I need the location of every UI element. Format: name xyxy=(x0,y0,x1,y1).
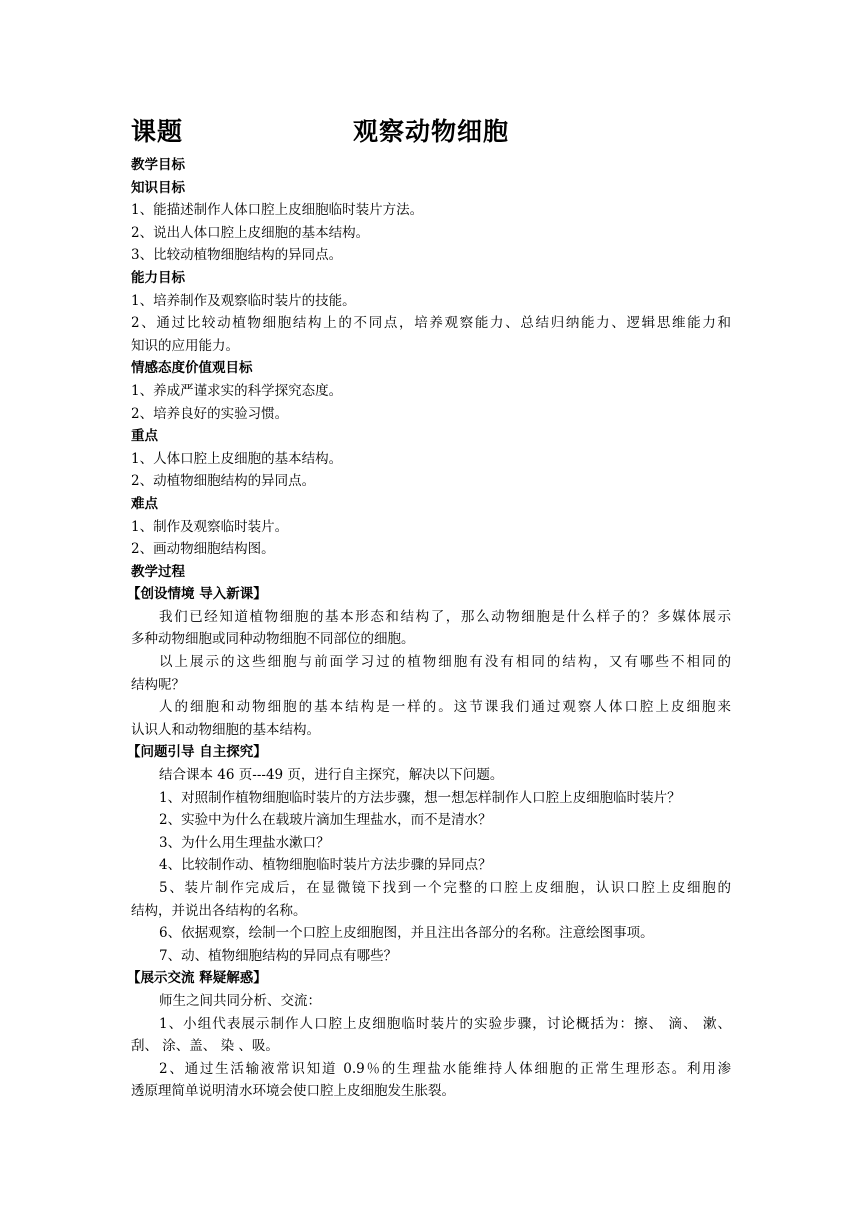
question-item: 6、依据观察，绘制一个口腔上皮细胞图，并且注出各部分的名称。注意绘图事项。 xyxy=(159,925,654,942)
teaching-goals-heading: 教学目标 xyxy=(131,157,185,173)
question-item: 5、装片制作完成后，在显微镜下找到一个完整的口腔上皮细胞，认识口腔上皮细胞的 xyxy=(159,880,731,896)
difficulty-item: 1、制作及观察临时装片。 xyxy=(131,518,289,535)
section-heading-exchange: 【展示交流 释疑解惑】 xyxy=(127,970,267,987)
paragraph-line: 透原理简单说明清水环境会使口腔上皮细胞发生胀裂。 xyxy=(131,1083,455,1100)
paragraph-line: 以上展示的这些细胞与前面学习过的植物细胞有没有相同的结构，又有哪些不相同的 xyxy=(159,654,731,671)
knowledge-goal-item: 2、说出人体口腔上皮细胞的基本结构。 xyxy=(131,224,370,241)
section-heading-inquiry: 【问题引导 自主探究】 xyxy=(127,744,267,761)
paragraph-line: 认识人和动物细胞的基本结构。 xyxy=(131,721,320,738)
question-item: 2、实验中为什么在载玻片滴加生理盐水，而不是清水？ xyxy=(159,812,492,829)
paragraph-line: 结构呢？ xyxy=(131,676,185,693)
process-heading: 教学过程 xyxy=(131,563,185,580)
knowledge-goals-heading: 知识目标 xyxy=(131,179,185,196)
title-label: 课题 xyxy=(131,117,184,146)
knowledge-goal-item: 3、比较动植物细胞结构的异同点。 xyxy=(131,247,343,264)
key-points-heading: 重点 xyxy=(131,428,158,445)
emotion-goal-item: 2、培养良好的实验习惯。 xyxy=(131,405,289,422)
emotion-goals-heading: 情感态度价值观目标 xyxy=(131,360,253,377)
paragraph-line: 师生之间共同分析、交流： xyxy=(159,992,321,1009)
ability-goals-heading: 能力目标 xyxy=(131,269,185,286)
paragraph-line: 我们已经知道植物细胞的基本形态和结构了，那么动物细胞是什么样子的？多媒体展示 xyxy=(159,608,731,625)
difficulty-item: 2、画动物细胞结构图。 xyxy=(131,541,275,558)
question-item: 1、对照制作植物细胞临时装片的方法步骤，想一想怎样制作人口腔上皮细胞临时装片？ xyxy=(159,789,681,806)
title-row xyxy=(131,112,731,148)
paragraph-line: 多种动物细胞或同种动物细胞不同部位的细胞。 xyxy=(131,631,415,648)
question-item: 3、为什么用生理盐水漱口？ xyxy=(159,834,330,851)
section-heading-intro: 【创设情境 导入新课】 xyxy=(127,586,267,603)
page-title: 观察动物细胞 xyxy=(353,117,510,146)
question-item: 7、动、植物细胞结构的异同点有哪些？ xyxy=(159,947,398,964)
ability-goal-item: 1、培养制作及观察临时装片的技能。 xyxy=(131,292,356,309)
paragraph-line: 结合课本 46 页---49 页，进行自主探究，解决以下问题。 xyxy=(159,767,504,784)
ability-goal-item: 2、通过比较动植物细胞结构上的不同点，培养观察能力、总结归纳能力、逻辑思维能力和 xyxy=(131,315,731,332)
ability-goal-item-continued: 知识的应用能力。 xyxy=(131,337,239,354)
emotion-goal-item: 1、养成严谨求实的科学探究态度。 xyxy=(131,382,343,399)
key-point-item: 1、人体口腔上皮细胞的基本结构。 xyxy=(131,450,343,467)
paragraph-line: 人的细胞和动物细胞的基本结构是一样的。这节课我们通过观察人体口腔上皮细胞来 xyxy=(159,699,731,716)
question-item-continued: 结构，并说出各结构的名称。 xyxy=(131,902,307,919)
paragraph-line: 2、通过生活输液常识知道 0.9％的生理盐水能维持人体细胞的正常生理形态。利用渗 xyxy=(159,1060,731,1077)
question-item: 4、比较制作动、植物细胞临时装片方法步骤的异同点？ xyxy=(159,857,492,874)
document-content xyxy=(127,112,731,1103)
difficulties-heading: 难点 xyxy=(131,495,158,512)
paragraph-line: 1、小组代表展示制作人口腔上皮细胞临时装片的实验步骤，讨论概括为：擦、 滴、 漱、 xyxy=(159,1015,731,1032)
key-point-item: 2、动植物细胞结构的异同点。 xyxy=(131,473,316,490)
knowledge-goal-item: 1、能描述制作人体口腔上皮细胞临时装片方法。 xyxy=(131,202,424,219)
paragraph-line: 刮、 涂、盖、 染 、吸。 xyxy=(131,1038,279,1055)
